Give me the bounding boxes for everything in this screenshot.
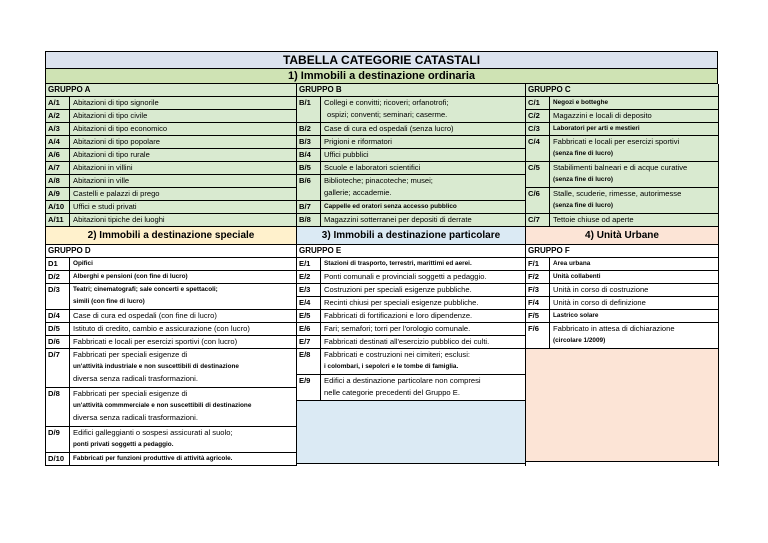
category-code: B/2 bbox=[297, 123, 321, 135]
category-code: E/7 bbox=[297, 336, 321, 348]
category-desc: Teatri; cinematografi; sale concerti e spettacoli; simili (con fine di lucro) bbox=[73, 286, 218, 305]
table-row bbox=[297, 162, 525, 175]
table-row bbox=[46, 110, 296, 123]
category-code: B/5 bbox=[297, 162, 321, 174]
table-row bbox=[297, 284, 525, 297]
category-desc: Edifici a destinazione particolare non compresi nelle categorie precedenti del Gruppo E. bbox=[324, 376, 481, 397]
category-code: C/3 bbox=[526, 123, 550, 135]
table-row bbox=[526, 297, 718, 310]
category-desc: Abitazioni in villini bbox=[73, 163, 133, 172]
category-desc: Prigioni e riformatori bbox=[324, 137, 392, 146]
category-desc: Recinti chiusi per speciali esigenze pubbliche. bbox=[324, 298, 479, 307]
category-code: A/4 bbox=[46, 136, 70, 148]
table-row bbox=[297, 349, 525, 375]
category-desc: Abitazioni di tipo popolare bbox=[73, 137, 160, 146]
category-desc: Case di cura ed ospedali (con fine di lucro) bbox=[73, 311, 217, 320]
table-row bbox=[46, 123, 296, 136]
group-c bbox=[526, 84, 719, 227]
table-row bbox=[297, 136, 525, 149]
category-code: D/3 bbox=[46, 284, 70, 309]
top-groups bbox=[45, 84, 718, 227]
category-desc: Castelli e palazzi di prego bbox=[73, 189, 160, 198]
table-row bbox=[46, 284, 296, 310]
table-row bbox=[526, 136, 718, 162]
table-row bbox=[46, 453, 296, 466]
category-desc: Ponti comunali e provinciali soggetti a pedaggio. bbox=[324, 272, 487, 281]
category-desc: Negozi e botteghe bbox=[553, 99, 609, 106]
group-f-header: GRUPPO F bbox=[526, 245, 718, 258]
table-row bbox=[297, 271, 525, 284]
table-row bbox=[297, 310, 525, 323]
category-desc: Fabbricati e locali per esercizi sportivi (con lucro) bbox=[73, 337, 238, 346]
table-title: TABELLA CATEGORIE CATASTALI bbox=[45, 51, 718, 69]
table-row bbox=[297, 214, 525, 227]
category-desc: Laboratori per arti e mestieri bbox=[553, 125, 640, 132]
category-desc: Fabbricato in attesa di dichiarazione (circolare 1/2009) bbox=[553, 324, 675, 344]
table-row bbox=[46, 323, 296, 336]
category-desc: Abitazioni tipiche dei luoghi bbox=[73, 215, 165, 224]
table-row bbox=[526, 123, 718, 136]
table-row bbox=[46, 149, 296, 162]
category-code: B/6 bbox=[297, 175, 321, 200]
category-desc: Case di cura ed ospedali (senza lucro) bbox=[324, 124, 454, 133]
table-row bbox=[46, 136, 296, 149]
category-code: B/1 bbox=[297, 97, 321, 122]
section-ordinary-heading: 1) Immobili a destinazione ordinaria bbox=[45, 69, 718, 84]
table-row bbox=[46, 97, 296, 110]
table-row bbox=[46, 175, 296, 188]
category-code: D/4 bbox=[46, 310, 70, 322]
table-row bbox=[297, 175, 525, 201]
table-row bbox=[46, 258, 296, 271]
category-code: B/8 bbox=[297, 214, 321, 226]
category-code: A/10 bbox=[46, 201, 70, 213]
category-code: D/5 bbox=[46, 323, 70, 335]
category-desc: Tettoie chiuse od aperte bbox=[553, 215, 634, 224]
category-desc: Stabilimenti balneari e di acque curative (senza fine di lucro) bbox=[553, 163, 688, 183]
category-desc: Edifici galleggianti o sospesi assicurati al suolo; ponti privati soggetti a pedaggio. bbox=[73, 428, 233, 448]
table-row bbox=[526, 310, 718, 323]
table-row bbox=[46, 427, 296, 453]
category-desc: Abitazioni in ville bbox=[73, 176, 130, 185]
bottom-groups bbox=[45, 227, 718, 466]
table-row bbox=[46, 310, 296, 323]
table-row bbox=[526, 110, 718, 123]
table-row bbox=[297, 323, 525, 336]
category-desc: Costruzioni per speciali esigenze pubbliche. bbox=[324, 285, 472, 294]
category-code: D/8 bbox=[46, 388, 70, 426]
table-row bbox=[297, 336, 525, 349]
category-code: B/7 bbox=[297, 201, 321, 213]
catasto-table bbox=[45, 51, 718, 466]
table-row bbox=[297, 375, 525, 401]
table-row bbox=[46, 188, 296, 201]
category-code: E/5 bbox=[297, 310, 321, 322]
category-code: A/6 bbox=[46, 149, 70, 161]
category-desc: Abitazioni di tipo signorile bbox=[73, 98, 159, 107]
table-row bbox=[526, 97, 718, 110]
category-code: A/2 bbox=[46, 110, 70, 122]
table-row bbox=[46, 388, 296, 427]
category-code: A/3 bbox=[46, 123, 70, 135]
section-special-heading: 2) Immobili a destinazione speciale bbox=[46, 227, 296, 245]
category-code: E/6 bbox=[297, 323, 321, 335]
category-desc: Stazioni di trasporto, terrestri, marittimi ed aerei. bbox=[324, 260, 472, 267]
category-code: D1 bbox=[46, 258, 70, 270]
empty-cell bbox=[297, 401, 525, 464]
category-code: A/11 bbox=[46, 214, 70, 226]
category-code: C/5 bbox=[526, 162, 550, 187]
category-desc: Alberghi e pensioni (con fine di lucro) bbox=[73, 273, 188, 280]
category-code: E/4 bbox=[297, 297, 321, 309]
category-code: D/10 bbox=[46, 453, 70, 465]
category-desc: Fabbricati di fortificazioni e loro dipendenze. bbox=[324, 311, 473, 320]
category-code: F/4 bbox=[526, 297, 550, 309]
category-code: F/3 bbox=[526, 284, 550, 296]
category-code: E/9 bbox=[297, 375, 321, 400]
group-d bbox=[46, 227, 297, 466]
category-code: D/7 bbox=[46, 349, 70, 387]
category-desc: Abitazioni di tipo rurale bbox=[73, 150, 150, 159]
table-row bbox=[526, 258, 718, 271]
table-row bbox=[46, 349, 296, 388]
table-row bbox=[297, 123, 525, 136]
category-desc: Fabbricati per speciali esigenze di un'attività commmerciale e non suscettibili di destinazione diversa senza radicali trasformazioni. bbox=[73, 389, 252, 422]
group-b bbox=[297, 84, 526, 227]
group-f bbox=[526, 227, 719, 466]
section-particular-heading: 3) Immobili a destinazione particolare bbox=[297, 227, 525, 245]
group-a-header: GRUPPO A bbox=[46, 84, 296, 97]
category-code: E/1 bbox=[297, 258, 321, 270]
category-code: F/5 bbox=[526, 310, 550, 322]
category-code: E/2 bbox=[297, 271, 321, 283]
group-e bbox=[297, 227, 526, 466]
table-row bbox=[526, 271, 718, 284]
group-d-header: GRUPPO D bbox=[46, 245, 296, 258]
category-code: E/3 bbox=[297, 284, 321, 296]
category-desc: Fari; semafori; torri per l'orologio comunale. bbox=[324, 324, 471, 333]
table-row bbox=[297, 149, 525, 162]
table-row bbox=[526, 323, 718, 349]
category-code: A/9 bbox=[46, 188, 70, 200]
category-desc: Scuole e laboratori scientifici bbox=[324, 163, 421, 172]
category-code: A/8 bbox=[46, 175, 70, 187]
category-code: A/7 bbox=[46, 162, 70, 174]
category-desc: Magazzini e locali di deposito bbox=[553, 111, 652, 120]
category-desc: Fabbricati per funzioni produttive di attività agricole. bbox=[73, 455, 233, 462]
category-code: F/2 bbox=[526, 271, 550, 283]
category-desc: Fabbricati e locali per esercizi sportivi (senza fine di lucro) bbox=[553, 137, 680, 157]
table-row bbox=[526, 162, 718, 188]
category-code: B/4 bbox=[297, 149, 321, 161]
category-desc: Abitazioni di tipo economico bbox=[73, 124, 168, 133]
category-desc: Unità collabenti bbox=[553, 273, 601, 280]
table-row bbox=[46, 201, 296, 214]
table-row bbox=[526, 284, 718, 297]
category-desc: Abitazioni di tipo civile bbox=[73, 111, 148, 120]
category-desc: Uffici e studi privati bbox=[73, 202, 137, 211]
category-code: E/8 bbox=[297, 349, 321, 374]
category-code: C/7 bbox=[526, 214, 550, 226]
category-desc: Lastrico solare bbox=[553, 312, 599, 319]
category-desc: Cappelle ed oratori senza accesso pubblico bbox=[324, 203, 457, 210]
empty-cell bbox=[526, 349, 718, 462]
table-row bbox=[297, 297, 525, 310]
category-desc: Istituto di credito, cambio e assicurazione (con lucro) bbox=[73, 324, 250, 333]
category-code: D/2 bbox=[46, 271, 70, 283]
category-code: B/3 bbox=[297, 136, 321, 148]
table-row bbox=[46, 162, 296, 175]
category-code: A/1 bbox=[46, 97, 70, 109]
table-row bbox=[297, 258, 525, 271]
category-desc: Uffici pubblici bbox=[324, 150, 369, 159]
table-row bbox=[46, 214, 296, 227]
table-row bbox=[46, 336, 296, 349]
category-desc: Collegi e convitti; ricoveri; orfanotrofi; ospizi; conventi; seminari; caserme. bbox=[324, 98, 449, 119]
table-row bbox=[46, 271, 296, 284]
table-row bbox=[297, 97, 525, 123]
section-urban-units-heading: 4) Unità Urbane bbox=[526, 227, 718, 245]
category-desc: Magazzini sotterranei per depositi di derrate bbox=[324, 215, 472, 224]
category-desc: Fabbricati e costruzioni nei cimiteri; esclusi: i colombari, i sepolcri e le tombe di famiglia. bbox=[324, 350, 471, 370]
category-desc: Unità in corso di costruzione bbox=[553, 285, 649, 294]
category-desc: Biblioteche; pinacoteche; musei; gallerie; accademie. bbox=[324, 176, 433, 197]
category-desc: Fabbricati destinati all'esercizio pubblico dei culti. bbox=[324, 337, 490, 346]
category-code: D/6 bbox=[46, 336, 70, 348]
category-code: C/1 bbox=[526, 97, 550, 109]
group-b-header: GRUPPO B bbox=[297, 84, 525, 97]
group-a bbox=[46, 84, 297, 227]
table-row bbox=[526, 214, 718, 227]
category-code: F/6 bbox=[526, 323, 550, 348]
table-row bbox=[297, 201, 525, 214]
category-desc: Stalle, scuderie, rimesse, autorimesse (senza fine di lucro) bbox=[553, 189, 682, 209]
category-code: C/2 bbox=[526, 110, 550, 122]
category-desc: Area urbana bbox=[553, 260, 591, 267]
category-desc: Unità in corso di definizione bbox=[553, 298, 646, 307]
category-code: C/6 bbox=[526, 188, 550, 213]
category-code: F/1 bbox=[526, 258, 550, 270]
group-e-header: GRUPPO E bbox=[297, 245, 525, 258]
category-desc: Fabbricati per speciali esigenze di un'attività industriale e non suscettibili di destinazione diversa senza radicali trasformazioni. bbox=[73, 350, 239, 383]
category-desc: Opifici bbox=[73, 260, 93, 267]
table-row bbox=[526, 188, 718, 214]
category-code: D/9 bbox=[46, 427, 70, 452]
group-c-header: GRUPPO C bbox=[526, 84, 718, 97]
category-code: C/4 bbox=[526, 136, 550, 161]
